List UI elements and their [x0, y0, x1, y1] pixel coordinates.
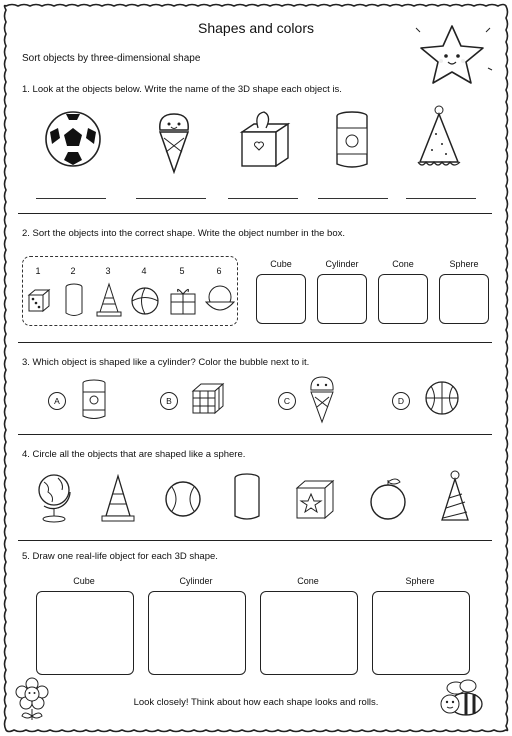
answer-line[interactable]	[136, 198, 206, 199]
party-hat-icon[interactable]	[438, 470, 472, 526]
sort-label-cone: Cone	[392, 259, 414, 269]
answer-bubble-d[interactable]: D	[392, 392, 410, 410]
question-3: 3. Which object is shaped like a cylinder? Color the bubble next to it.	[22, 357, 310, 368]
answer-line[interactable]	[318, 198, 388, 199]
question-2: 2. Sort the objects into the correct shape. Write the object number in the box.	[22, 228, 345, 239]
answer-bubble-b[interactable]: B	[160, 392, 178, 410]
section-divider	[18, 342, 492, 343]
footer-tip: Look closely! Think about how each shape looks and rolls.	[133, 697, 379, 708]
party-hat-icon	[414, 104, 464, 172]
answer-line[interactable]	[228, 198, 298, 199]
cylinder-icon[interactable]	[232, 472, 262, 524]
draw-label-cone: Cone	[297, 576, 319, 586]
worksheet-subtitle: Sort objects by three-dimensional shape	[22, 53, 201, 64]
ice-cream-cone-icon	[152, 108, 196, 174]
sort-box-cube[interactable]	[256, 274, 306, 324]
traffic-cone-icon	[96, 282, 122, 318]
star-mascot-icon	[410, 18, 494, 88]
orange-icon[interactable]	[368, 474, 408, 522]
soda-can-icon	[332, 108, 372, 172]
star-block-icon[interactable]	[294, 478, 336, 522]
draw-label-sphere: Sphere	[405, 576, 435, 586]
object-number: 3	[105, 266, 111, 276]
section-divider	[18, 540, 492, 541]
object-number: 5	[179, 266, 185, 276]
draw-label-cylinder: Cylinder	[179, 576, 213, 586]
question-1: 1. Look at the objects below. Write the name of the 3D shape each object is.	[22, 84, 342, 95]
tissue-box-icon	[236, 110, 292, 172]
section-divider	[18, 434, 492, 435]
draw-box-sphere[interactable]	[372, 591, 470, 675]
basketball-icon	[424, 380, 460, 416]
ball-in-bowl-icon	[204, 284, 236, 316]
page-title: Shapes and colors	[198, 20, 314, 36]
answer-bubble-a[interactable]: A	[48, 392, 66, 410]
draw-box-cylinder[interactable]	[148, 591, 246, 675]
gift-box-icon	[168, 284, 198, 316]
object-number: 4	[141, 266, 147, 276]
globe-icon[interactable]	[34, 472, 74, 524]
section-divider	[18, 213, 492, 214]
sort-label-cube: Cube	[270, 259, 292, 269]
rubiks-cube-icon	[190, 380, 226, 418]
question-4: 4. Circle all the objects that are shaped like a sphere.	[22, 449, 246, 460]
dice-icon	[26, 286, 52, 316]
baseball-icon[interactable]	[164, 480, 202, 518]
sort-label-sphere: Sphere	[449, 259, 479, 269]
beach-ball-icon	[130, 286, 160, 316]
sort-label-cylinder: Cylinder	[325, 259, 359, 269]
draw-label-cube: Cube	[73, 576, 95, 586]
answer-bubble-c[interactable]: C	[278, 392, 296, 410]
object-number: 2	[70, 266, 76, 276]
soccer-ball-icon	[44, 110, 102, 168]
ice-cream-cone-icon	[306, 374, 338, 424]
cylinder-icon	[64, 282, 84, 318]
answer-line[interactable]	[406, 198, 476, 199]
soda-can-icon	[80, 378, 108, 422]
draw-box-cube[interactable]	[36, 591, 134, 675]
object-number: 6	[216, 266, 222, 276]
draw-box-cone[interactable]	[260, 591, 358, 675]
sort-box-sphere[interactable]	[439, 274, 489, 324]
object-number: 1	[35, 266, 41, 276]
question-5: 5. Draw one real-life object for each 3D shape.	[22, 551, 218, 562]
bee-icon	[436, 678, 488, 722]
traffic-cone-icon[interactable]	[100, 474, 136, 524]
sort-box-cone[interactable]	[378, 274, 428, 324]
answer-line[interactable]	[36, 198, 106, 199]
sort-box-cylinder[interactable]	[317, 274, 367, 324]
